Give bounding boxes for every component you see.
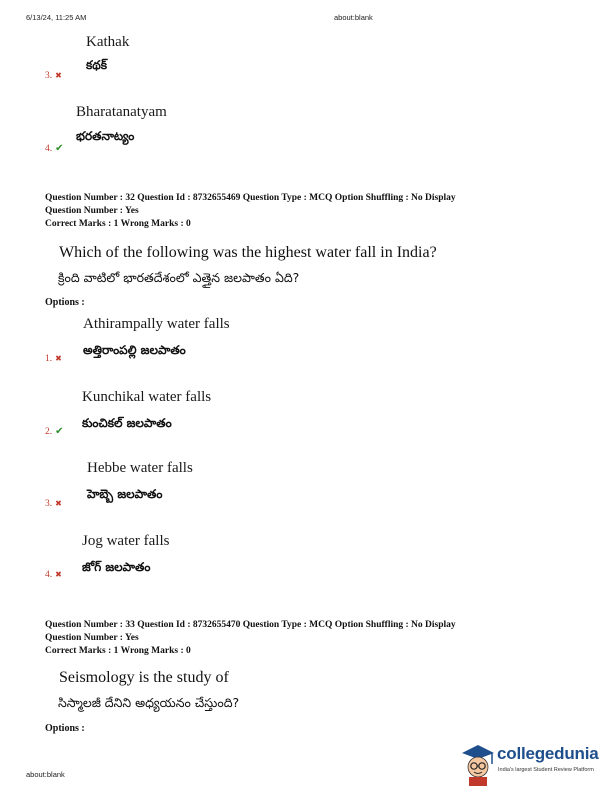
option-text-te: భరతనాట్యం: [76, 129, 135, 143]
collegedunia-logo: [459, 742, 609, 786]
option-text-te: హెబ్బె జలపాతం: [87, 487, 163, 501]
correct-icon: ✔: [55, 426, 64, 437]
meta-line: Question Number : 33 Question Id : 8732655470 Question Type : MCQ Option Shuffling : No Display: [45, 620, 456, 630]
brand-name: collegedunia: [497, 744, 599, 763]
question-33-text-en: Seismology is the study of: [59, 669, 229, 686]
option-text-te: జోగ్ జలపాతం: [82, 560, 151, 574]
option-number-label: 1.: [45, 354, 53, 364]
option-text-en: Kunchikal water falls: [82, 389, 212, 405]
options-label: Options :: [45, 297, 85, 308]
question-33-meta: [45, 619, 456, 658]
wrong-icon: ✖: [55, 499, 62, 508]
option-number-label: 3.: [45, 71, 53, 81]
meta-line: Question Number : Yes: [45, 633, 139, 643]
question-32-text-en: Which of the following was the highest water fall in India?: [59, 244, 437, 261]
question-32-meta: [45, 192, 456, 231]
option-text-en: Kathak: [86, 34, 130, 50]
option-number: [45, 570, 62, 580]
option-number: [45, 426, 64, 437]
option-number-label: 4.: [45, 570, 53, 580]
option-number-label: 3.: [45, 499, 53, 509]
meta-line: Correct Marks : 1 Wrong Marks : 0: [45, 219, 191, 229]
option-text-en: Athirampally water falls: [83, 316, 230, 332]
option-number: [45, 143, 64, 154]
meta-line: Correct Marks : 1 Wrong Marks : 0: [45, 646, 191, 656]
print-url: about:blank: [334, 13, 373, 22]
option-number: [45, 499, 62, 509]
question-32-text-te: క్రింది వాటిలో భారతదేశంలో ఎత్తైన జలపాతం ఏది?: [58, 270, 300, 285]
meta-line: Question Number : Yes: [45, 206, 139, 216]
wrong-icon: ✖: [55, 354, 62, 363]
option-number: [45, 354, 62, 364]
print-datetime: 6/13/24, 11:25 AM: [26, 13, 87, 22]
question-33-text-te: సిస్మాలజీ దేనిని అధ్యయనం చేస్తుంది?: [58, 695, 240, 710]
option-text-te: కథక్: [86, 58, 108, 72]
option-text-en: Hebbe water falls: [87, 460, 193, 476]
options-label: Options :: [45, 723, 85, 734]
meta-line: Question Number : 32 Question Id : 8732655469 Question Type : MCQ Option Shuffling : No Display: [45, 193, 456, 203]
brand-tagline: India's largest Student Review Platform: [498, 767, 594, 773]
option-text-te: కుంచికల్ జలపాతం: [82, 416, 172, 430]
option-number-label: 2.: [45, 427, 53, 437]
option-text-en: Bharatanatyam: [76, 104, 167, 120]
student-mascot-icon: [459, 742, 497, 786]
option-text-en: Jog water falls: [82, 533, 170, 549]
wrong-icon: ✖: [55, 71, 62, 80]
option-text-te: అత్తిరాంపల్లి జలపాతం: [83, 343, 186, 357]
wrong-icon: ✖: [55, 570, 62, 579]
option-number-label: 4.: [45, 144, 53, 154]
correct-icon: ✔: [55, 143, 64, 154]
print-footer-url: about:blank: [26, 770, 65, 779]
option-number: [45, 71, 62, 81]
